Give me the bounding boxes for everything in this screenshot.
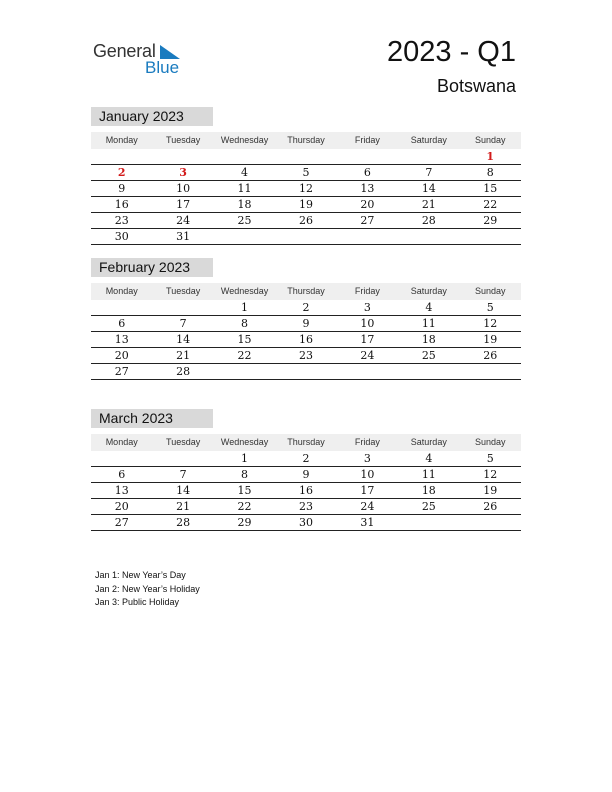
month-title: February 2023 (91, 258, 213, 277)
day-cell: 10 (360, 317, 375, 330)
day-cell: 7 (179, 468, 187, 481)
weekday-label: Tuesday (166, 286, 201, 296)
day-cell: 26 (483, 349, 498, 362)
weekday-label: Wednesday (220, 135, 269, 145)
day-cell: 11 (237, 182, 252, 195)
day-cell: 21 (421, 198, 436, 211)
day-cell (460, 364, 521, 379)
day-cell: 23 (298, 349, 313, 362)
day-cell: 5 (486, 301, 494, 314)
weekday-label: Sunday (474, 135, 506, 145)
day-cell: 29 (237, 516, 252, 529)
page-title: 2023 - Q1 (387, 36, 516, 68)
week-row (91, 181, 521, 197)
day-cell: 3 (179, 166, 187, 179)
day-cell (337, 149, 398, 164)
day-cell: 20 (114, 500, 129, 513)
weekday-label: Saturday (410, 437, 447, 447)
day-cell: 5 (302, 166, 310, 179)
day-cell: 9 (302, 317, 310, 330)
day-cell: 16 (114, 198, 129, 211)
day-cell: 19 (483, 484, 498, 497)
day-cell (275, 364, 336, 379)
day-cell: 22 (237, 349, 252, 362)
generalblue-logo (93, 40, 203, 80)
week-row (91, 515, 521, 531)
day-cell: 21 (176, 349, 191, 362)
holiday-notes (95, 569, 200, 610)
day-cell (152, 300, 213, 315)
month-title: March 2023 (91, 409, 213, 428)
weekday-label: Wednesday (220, 437, 269, 447)
country-name: Botswana (436, 76, 516, 96)
day-cell: 21 (176, 500, 191, 513)
day-cell: 14 (421, 182, 436, 195)
week-row (91, 316, 521, 332)
week-row (91, 364, 521, 380)
weekday-label: Wednesday (220, 286, 269, 296)
day-cell: 24 (176, 214, 191, 227)
day-cell: 5 (486, 452, 494, 465)
weekday-label: Friday (354, 286, 380, 296)
day-cell: 31 (176, 230, 191, 243)
day-cell: 15 (237, 333, 252, 346)
day-cell: 25 (237, 214, 252, 227)
weekday-label: Thursday (287, 135, 325, 145)
day-cell: 16 (298, 333, 313, 346)
weekday-label: Friday (354, 135, 380, 145)
day-cell: 27 (114, 365, 129, 378)
day-cell (152, 451, 213, 466)
day-cell (398, 515, 459, 530)
day-cell: 18 (421, 333, 436, 346)
day-cell: 13 (360, 182, 375, 195)
day-cell: 17 (360, 484, 375, 497)
day-cell: 3 (363, 452, 371, 465)
week-row (91, 197, 521, 213)
week-row (91, 467, 521, 483)
day-cell (398, 364, 459, 379)
weekday-header-row (91, 283, 521, 300)
day-cell: 17 (176, 198, 191, 211)
day-cell: 25 (421, 500, 436, 513)
weekday-label: Monday (105, 437, 138, 447)
day-cell: 2 (302, 301, 310, 314)
day-cell: 6 (118, 468, 126, 481)
day-cell: 2 (117, 166, 126, 179)
week-row (91, 165, 521, 181)
day-cell: 22 (237, 500, 252, 513)
week-row (91, 451, 521, 467)
day-cell: 10 (360, 468, 375, 481)
day-cell: 9 (118, 182, 126, 195)
day-cell: 13 (114, 333, 129, 346)
day-cell: 18 (421, 484, 436, 497)
week-row (91, 332, 521, 348)
week-row (91, 499, 521, 515)
day-cell (214, 229, 275, 244)
day-cell: 27 (360, 214, 375, 227)
day-cell: 11 (421, 468, 436, 481)
week-row (91, 483, 521, 499)
holiday-note: Jan 3: Public Holiday (95, 597, 180, 607)
day-cell: 19 (298, 198, 313, 211)
weekday-label: Thursday (287, 437, 325, 447)
week-row (91, 229, 521, 245)
month-title: January 2023 (91, 107, 213, 126)
day-cell: 9 (302, 468, 310, 481)
day-cell: 12 (483, 468, 498, 481)
day-cell: 12 (298, 182, 313, 195)
day-cell (214, 364, 275, 379)
day-cell: 14 (176, 333, 191, 346)
day-cell: 24 (360, 349, 375, 362)
day-cell: 6 (118, 317, 126, 330)
month-block (91, 409, 521, 531)
day-cell: 31 (360, 516, 375, 529)
day-cell: 19 (483, 333, 498, 346)
day-cell: 11 (421, 317, 436, 330)
day-cell: 8 (241, 317, 249, 330)
day-cell (398, 149, 459, 164)
day-cell: 24 (360, 500, 375, 513)
day-cell: 4 (425, 301, 433, 314)
day-cell: 18 (237, 198, 252, 211)
day-cell: 30 (114, 230, 129, 243)
day-cell: 28 (176, 365, 191, 378)
day-cell: 1 (241, 452, 249, 465)
day-cell (275, 149, 336, 164)
logo-triangle-icon (160, 45, 180, 59)
day-cell: 3 (363, 301, 371, 314)
day-cell: 20 (114, 349, 129, 362)
month-block (91, 107, 521, 245)
day-cell: 1 (241, 301, 249, 314)
week-row (91, 300, 521, 316)
day-cell (91, 300, 152, 315)
day-cell: 28 (176, 516, 191, 529)
day-cell: 22 (483, 198, 498, 211)
day-cell: 25 (421, 349, 436, 362)
logo-word-general: General (93, 41, 156, 61)
weekday-label: Friday (354, 437, 380, 447)
day-cell: 6 (363, 166, 371, 179)
weekday-label: Tuesday (166, 437, 201, 447)
day-cell (337, 229, 398, 244)
day-cell: 7 (179, 317, 187, 330)
weekday-label: Monday (105, 286, 138, 296)
week-row (91, 213, 521, 229)
day-cell: 4 (425, 452, 433, 465)
day-cell (337, 364, 398, 379)
day-cell (460, 229, 521, 244)
day-cell (152, 149, 213, 164)
weekday-header-row (91, 132, 521, 149)
weekday-label: Sunday (474, 286, 506, 296)
logo-word-blue: Blue (145, 58, 180, 77)
day-cell (460, 515, 521, 530)
day-cell: 26 (483, 500, 498, 513)
holiday-note: Jan 1: New Year’s Day (95, 570, 186, 580)
day-cell: 15 (483, 182, 498, 195)
weekday-header-row (91, 434, 521, 451)
day-cell: 20 (360, 198, 375, 211)
day-cell: 7 (425, 166, 433, 179)
day-cell: 26 (298, 214, 313, 227)
day-cell (91, 149, 152, 164)
week-row (91, 348, 521, 364)
weekday-label: Tuesday (166, 135, 201, 145)
weekday-label: Sunday (474, 437, 506, 447)
month-block (91, 258, 521, 380)
day-cell: 13 (114, 484, 129, 497)
weekday-label: Saturday (410, 286, 447, 296)
day-cell: 27 (114, 516, 129, 529)
weekday-label: Saturday (410, 135, 447, 145)
day-cell (398, 229, 459, 244)
holiday-note: Jan 2: New Year’s Holiday (95, 583, 200, 594)
day-cell: 8 (486, 166, 494, 179)
day-cell: 2 (302, 452, 310, 465)
day-cell: 28 (421, 214, 436, 227)
day-cell: 14 (176, 484, 191, 497)
weekday-label: Monday (105, 135, 138, 145)
day-cell: 12 (483, 317, 498, 330)
day-cell: 1 (486, 150, 495, 163)
day-cell: 30 (298, 516, 313, 529)
day-cell: 23 (298, 500, 313, 513)
day-cell: 16 (298, 484, 313, 497)
day-cell: 23 (114, 214, 129, 227)
day-cell (214, 149, 275, 164)
week-row (91, 149, 521, 165)
day-cell: 4 (241, 166, 249, 179)
day-cell: 8 (241, 468, 249, 481)
day-cell (275, 229, 336, 244)
day-cell (91, 451, 152, 466)
day-cell: 15 (237, 484, 252, 497)
day-cell: 29 (483, 214, 498, 227)
weekday-label: Thursday (287, 286, 325, 296)
day-cell: 17 (360, 333, 375, 346)
day-cell: 10 (176, 182, 191, 195)
